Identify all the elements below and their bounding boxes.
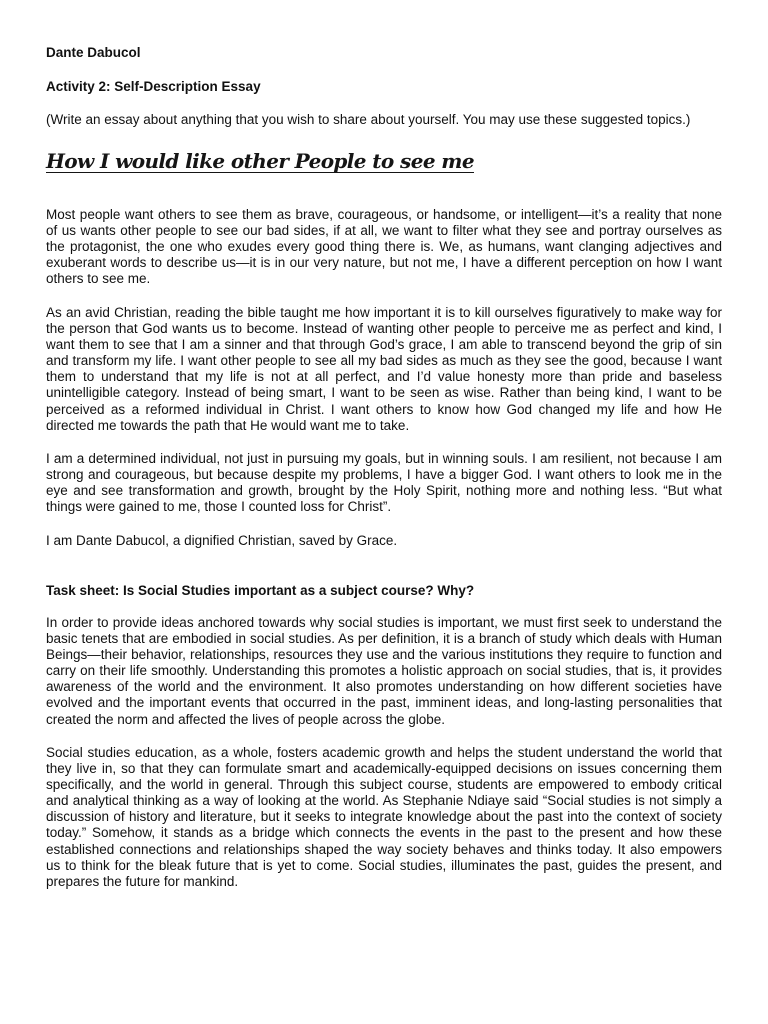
essay-paragraph-4: I am Dante Dabucol, a dignified Christian, saved by Grace.	[46, 533, 398, 548]
task-paragraph-1: In order to provide ideas anchored towards why social studies is important, we must first seek to understand the basic tenets that are embodied in social studies. As per definition, it is a branch of study which deals with Human Beings—their behavior, relationships, resources they use and the various institutions they require to function and carry on their life smoothly. Understanding this promotes a holistic approach on social studies, that is, it provides awareness of the world and the environment. It also promotes understanding on how different societies have evolved and the important events that occurred in the past, imminent ideas, and long-lasting personalities that created the norm and affected the lives of people across the globe.	[46, 615, 722, 727]
essay-paragraph-2: As an avid Christian, reading the bible taught me how important it is to kill ourselves figuratively to make way for the person that God wants us to become. Instead of wanting other people to perceive me as perfect and kind, I want them to see that I am a sinner and that through God’s grace, I am able to transcend beyond the grip of sin and transform my life. I want other people to see all my bad sides as much as they see the good, because I want them to understand that my life is not at all perfect, and I’d value honesty more than pride and baseless unintelligible category. Instead of being smart, I want to be seen as wise. Rather than being kind, I want to be perceived as a reformed individual in Christ. I want others to know how God changed my life and how He directed me towards the path that He would want me to take.	[46, 305, 722, 433]
essay-paragraph-1: Most people want others to see them as brave, courageous, or handsome, or intelligent—it’s a reality that none of us wants other people to see our bad sides, if at all, we want to filter what they see and portray ourselves as the protagonist, the one who exudes every good thing there is. We, as humans, want clanging adjectives and exuberant words to describe us—it is in our very nature, but not me, I have a different perception on how I want others to see me.	[46, 207, 722, 287]
essay-paragraph-3: I am a determined individual, not just in pursuing my goals, but in winning souls. I am resilient, not because I am strong and courageous, but because despite my problems, I have a bigger God. I want others to look me in the eye and see transformation and growth, brought by the Holy Spirit, nothing more and nothing less. “But what things were gained to me, those I counted loss for Christ”.	[46, 451, 722, 515]
essay-title: How I would like other People to see me	[46, 149, 474, 173]
author-name: Dante Dabucol	[46, 45, 141, 60]
activity-title: Activity 2: Self-Description Essay	[46, 79, 261, 94]
task-paragraph-2: Social studies education, as a whole, fosters academic growth and helps the student understand the world that they live in, so that they can formulate smart and academically-equipped decisions on issues concerning them specifically, and the world in general. Through this subject course, students are empowered to embody critical and analytical thinking as a way of looking at the world. As Stephanie Ndiaye said “Social studies is not simply a discussion of history and literature, but it seeks to integrate knowledge about the past into the context of society today.” Somehow, it stands as a bridge which connects the events in the past to the present and how these established connections and relationships shaped the way society behaves and thinks today. It also empowers us to think for the bleak future that is yet to come. Social studies, illuminates the past, guides the present, and prepares the future for mankind.	[46, 745, 722, 889]
essay-instructions: (Write an essay about anything that you wish to share about yourself. You may use these suggested topics.)	[46, 112, 691, 127]
task-sheet-title: Task sheet: Is Social Studies important as a subject course? Why?	[46, 583, 475, 598]
